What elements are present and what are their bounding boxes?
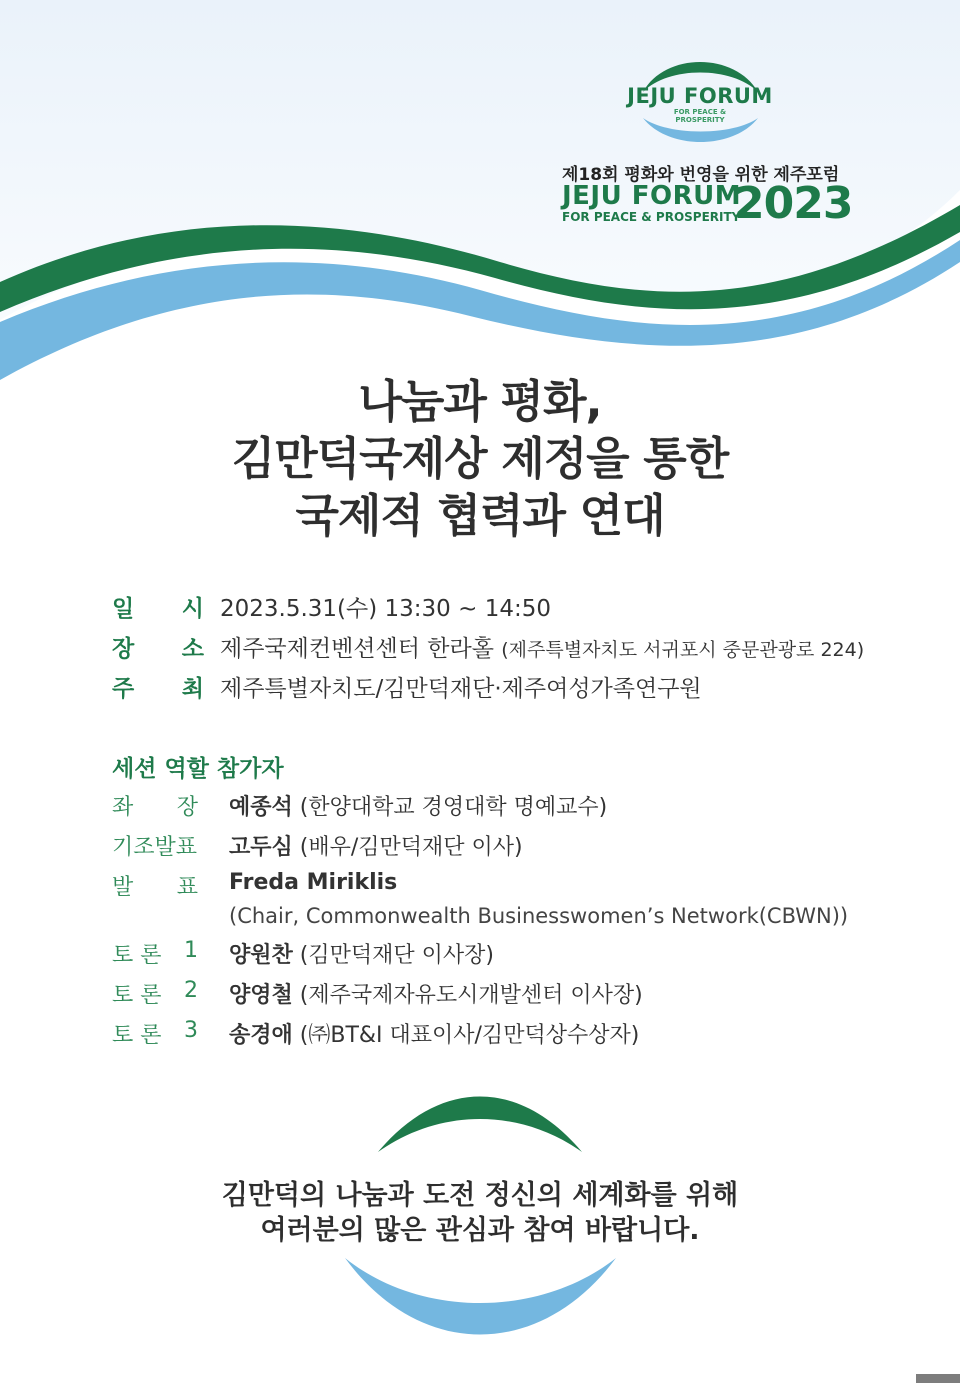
person-keynote (229, 830, 523, 861)
role-label-part: 토 론 (112, 1023, 162, 1048)
person-panel-1 (229, 938, 494, 969)
corner-bar (916, 1374, 960, 1383)
info-label-datetime (112, 590, 204, 623)
info-datetime (220, 590, 551, 623)
logo-name: JEJU FORUM (627, 84, 773, 108)
emblem-arc-top (378, 1097, 582, 1153)
role-label-part: 장 (176, 795, 198, 820)
closing-line-1: 김만덕의 나눔과 도전 정신의 세계화를 위해 (221, 1180, 739, 1211)
info-label-char: 장 (112, 636, 135, 662)
person-name: 예종석 (229, 795, 293, 820)
role-label-panel-3 (112, 1018, 198, 1049)
info-venue (220, 630, 864, 663)
info-label-char: 시 (181, 596, 204, 622)
session-heading: 세션 역할 참가자 (112, 756, 284, 782)
title-line-1: 나눔과 평화, (358, 375, 602, 428)
role-label-part: 1 (184, 938, 198, 963)
role-label-part: 2 (184, 978, 198, 1003)
role-label-keynote (112, 830, 198, 861)
closing-line-2: 여러분의 많은 관심과 참여 바랍니다. (260, 1215, 700, 1246)
logo-tagline-2: PROSPERITY (675, 116, 725, 124)
forum-edition: 제18회 평화와 번영을 위한 제주포럼 (562, 165, 840, 185)
person-chair (229, 790, 607, 821)
logo-tagline-1: FOR PEACE & (673, 108, 727, 116)
title-line-3: 국제적 협력과 연대 (295, 489, 665, 542)
forum-subtitle: FOR PEACE & PROSPERITY (562, 210, 741, 224)
person-affiliation: (Chair, Commonwealth Businesswomen’s Network(CBWN)) (229, 904, 849, 928)
person-name: 송경애 (229, 1023, 293, 1048)
role-label-chair (112, 790, 198, 821)
person-affiliation: (김만덕재단 이사장) (299, 943, 494, 968)
person-panel-3 (229, 1018, 639, 1049)
info-value: 제주국제컨벤션센터 한라홀 (220, 636, 494, 662)
role-label-presentation (112, 870, 198, 901)
role-label-part: 표 (176, 875, 198, 900)
role-label-part: 발 (112, 875, 134, 900)
info-host (220, 670, 702, 703)
role-label-part: 토 론 (112, 983, 162, 1008)
person-panel-2 (229, 978, 643, 1009)
forum-name: JEJU FORUM (562, 181, 742, 211)
info-label-char: 소 (181, 636, 204, 662)
person-name: 양영철 (229, 983, 293, 1008)
info-label-char: 주 (112, 676, 135, 702)
info-value: 제주특별자치도/김만덕재단·제주여성가족연구원 (220, 676, 702, 702)
person-presenter (229, 870, 397, 895)
title-line-2: 김만덕국제상 제정을 통한 (231, 432, 729, 485)
person-affiliation: (배우/김만덕재단 이사) (299, 835, 523, 860)
role-label-part: 토 론 (112, 943, 162, 968)
role-label-panel-1 (112, 938, 198, 969)
info-label-venue (112, 630, 204, 663)
person-name: Freda Miriklis (229, 870, 398, 895)
person-affiliation: (한양대학교 경영대학 명예교수) (299, 795, 608, 820)
info-label-char: 최 (181, 676, 204, 702)
emblem-arc-bottom (345, 1258, 616, 1335)
role-label-panel-2 (112, 978, 198, 1009)
info-value: 2023.5.31(수) 13:30 ~ 14:50 (220, 596, 551, 622)
jeju-forum-logo (620, 58, 780, 148)
role-label-part: 좌 (112, 795, 134, 820)
person-affiliation: (제주국제자유도시개발센터 이사장) (299, 983, 643, 1008)
info-label-char: 일 (112, 596, 135, 622)
forum-year: 2023 (734, 178, 853, 229)
info-venue-address: (제주특별자치도 서귀포시 중문관광로 224) (501, 639, 865, 661)
person-affiliation: (㈜BT&I 대표이사/김만덕상수상자) (299, 1023, 640, 1048)
person-name: 고두심 (229, 835, 293, 860)
info-label-host (112, 670, 204, 703)
role-label-part: 3 (184, 1018, 198, 1043)
role-label-part: 기조발표 (112, 835, 198, 860)
person-name: 양원찬 (229, 943, 293, 968)
